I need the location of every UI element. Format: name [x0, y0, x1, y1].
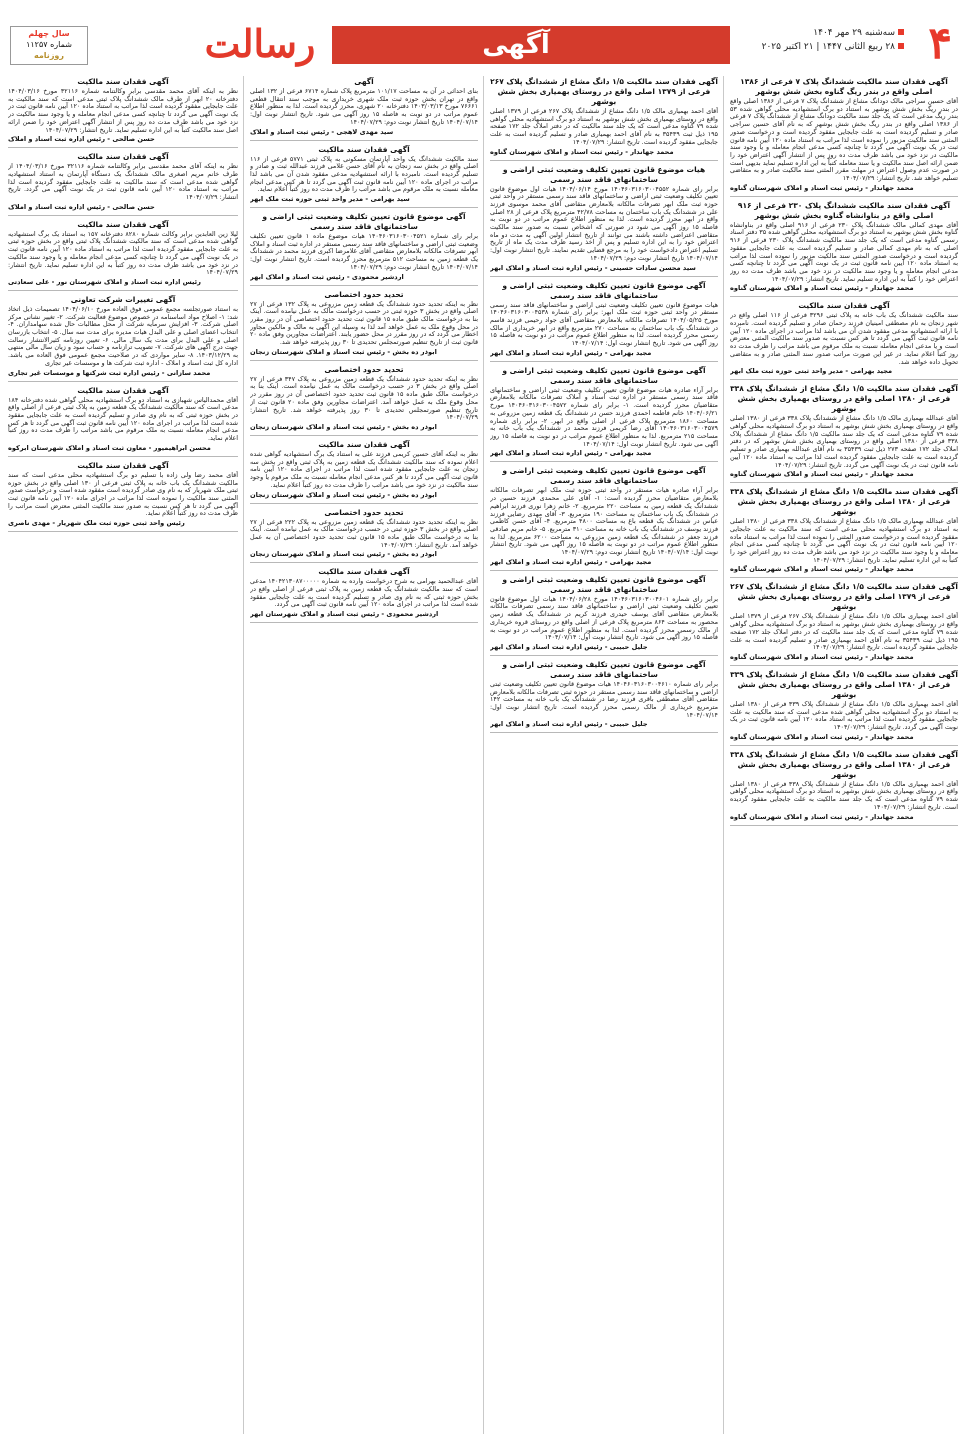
ad-body: نظر به اینکه تحدید حدود ششدانگ یک قطعه زمین مزروعی به پلاک ۱۳۲ فرعی از ۲۷ اصلی واقع در بخش ۳ حوزه ثبتی در حسب درخواست مالک به عمل نیامده است. اینک بنا به درخواست مالک طبق ماده ۱۵ قانون ثبت تحدید حدود اختصاصی آن در روز مقرر در محل وقوع ملک به عمل خواهد آمد لذا به وسیله این آگهی به مالک و مالکین مجاور اخطار می گردد که در روز مقرر در محل حضور یابند. اعتراضات مجاورین وفق ماده ۲۰ قانون ثبت از تاریخ تنظیم صورتمجلس تحدیدی تا ۳۰ روز پذیرفته خواهد شد.: [250, 299, 478, 347]
ad-title: آگهی: [354, 77, 374, 86]
ad-title: آگهی فقدان سند مالکیت ۱/۵ دانگ مشاع از ششدانگ پلاک ۳۳۸ فرعی از ۱۳۸۰ اصلی واقع در روستای بهمیاری بخش شش بوشهر: [730, 487, 958, 517]
date-line-1: سه‌شنبه ۲۹ مهر ۱۴۰۴: [762, 26, 904, 40]
ad-title: آگهی فقدان سند مالکیت: [77, 219, 169, 229]
ad-signature: ابوذر ده بخش - رئیس ثبت اسناد و املاک شهرستان زنجان: [250, 550, 437, 559]
ad-title: آگهی موضوع قانون تعیین تکلیف وضعیت ثبتی اراضی و ساختمانهای فاقد سند رسمی: [502, 574, 706, 594]
page-number: ۴: [928, 19, 952, 68]
ad-block: [250, 567, 478, 623]
ad-block: [8, 295, 238, 382]
ad-block: [8, 461, 238, 532]
ad-body: نظر به اینکه آقای محمد مقدسی برابر وکالتنامه شماره ۳۲۱۱۶ مورخ ۱۴۰۴/۰۳/۱۶ از طرف خانم مریم اصغری مالک ششدانگ یک دستگاه آپارتمان به استناد استشهادیه گواهی شده مدعی است که سند مالکیت به علت جابجایی مفقود گردیده است لذا مراتب به استناد ماده ۱۲۰ آیین نامه قانون ثبت در یک نوبت آگهی می گردد. تاریخ انتشار: ۱۴۰۴/۰۷/۲۹: [8, 162, 238, 202]
ad-body: آقای احمد بهمیاری مالک ۱/۵ دانگ مشاع از ششدانگ پلاک ۳۳۹ فرعی از ۱۳۸۰ اصلی به استناد دو برگ استشهادیه محلی گواهی شده مدعی است که سند مالکیت به علت جابجایی مفقود گردیده است لذا مراتب به استناد ماده ۱۲۰ آیین نامه قانون ثبت در یک نوبت آگهی می گردد. تاریخ انتشار: ۱۴۰۴/۰۷/۲۹: [730, 699, 958, 732]
ad-body: سند مالکیت ششدانگ یک باب خانه به پلاک ثبتی ۳۲۹۶ فرعی از ۱۱۶ اصلی واقع در شهر زنجان به نام مصطفی امینیان فرزند رحمان صادر و تسلیم گردیده است. نامبرده با ارائه استشهادیه مدعی مفقود شدن آن می باشد لذا مراتب در اجرای ماده ۱۲۰ آیین نامه قانون ثبت آگهی می گردد تا هر کس نسبت به صدور سند مالکیت المثنی معترض است و یا مدعی انجام معامله نسبت به ملک مرقوم می باشد مراتب را ظرف مدت ده روز کتباً اعلام نماید. در غیر این صورت مراتب صدور سند المثنی صادر و به متقاضی تحویل داده خواهد شد.: [730, 311, 958, 366]
ad-block: [250, 440, 478, 504]
ad-block: [730, 384, 958, 483]
ad-signature: محمد جهاندار - رئیس ثبت اسناد و املاک شهرستان گناوه: [730, 652, 914, 661]
ad-body: به استناد صورتجلسه مجمع عمومی فوق العاده مورخ ۱۴۰۴/۰۶/۱۰ تصمیمات ذیل اتخاذ شد: ۱- اصلاح مواد اساسنامه در خصوص موضوع فعالیت شرکت. ۲- تغییر نشانی مرکز اصلی شرکت. ۳- افزایش سرمایه شرکت از محل مطالبات حال شده سهامداران. ۴- انتخاب اعضای اصلی و علی البدل هیات مدیره برای مدت سه سال. ۵- انتخاب بازرسان اصلی و علی البدل برای مدت یک سال مالی. ۶- تعیین روزنامه کثیرالانتشار رسالت جهت درج آگهی های شرکت. ۷- تصویب ترازنامه و حساب سود و زیان سال مالی منتهی به ۱۴۰۳/۱۲/۲۹. ۸- سایر مواردی که در صلاحیت مجمع عمومی فوق العاده می باشد. اداره کل ثبت اسناد و املاک - اداره ثبت شرکت ها و موسسات غیر تجاری: [8, 304, 238, 367]
ad-body: ليلا زين العابدين برابر وكالت شماره ۸۲۸۰ دفترخانه ۱۵۷ به استناد یک برگ استشهادیه گواهی شده مدعی است که سند مالکیت ششدانگ پلاک ثبتی واقع در بخش حوزه ثبتی به علت جابجایی مفقود گردیده است لذا مراتب به استناد ماده ۱۲۰ آیین نامه قانون ثبت در یک نوبت آگهی می گردد تا چنانچه کسی مدعی انجام معامله و یا وجود سند مالکیت در نزد خود می باشد ظرف مدت ده روز کتباً به این اداره تسلیم نماید. تاریخ انتشار: ۱۴۰۴/۰۷/۲۹: [8, 229, 238, 277]
ad-title: آگهی موضوع قانون تعیین تکلیف وضعیت ثبتی اراضی و ساختمانهای فاقد سند رسمی: [502, 466, 706, 486]
issue-label: شماره ۱۱۲۵۷: [26, 40, 72, 49]
ad-block: [730, 77, 958, 197]
ad-signature: محمد جهاندار - رئیس ثبت اسناد و املاک شهرستان گناوه: [730, 812, 914, 821]
ad-title: آگهی فقدان سند مالکیت: [77, 152, 169, 162]
ad-title: آگهی تغییرات شرکت تعاونی: [70, 294, 176, 304]
ad-body: آقای عبدالله بهمیاری مالک ۱/۵ دانگ مشاع از ششدانگ پلاک ۳۳۸ فرعی از ۱۳۸۰ اصلی واقع در روستای بهمیاری بخش شش بوشهر به استناد دو برگ استشهادیه محلی گواهی شده ۷۹ گناوه مدعی است که یک جلد سند مالکیت ۱/۵ دانگ مشاع از ششدانگ پلاک ۳۳۸ فرعی از ۱۳۸۰ اصلی واقع در روستای بهمیاری بخش شش بوشهر که در دفتر املاک جلد ۱۷۲ صفحه ۲۷۳ ذیل ثبت ۳۵۴۳۹ به نام آقای عبدالله بهمیاری صادر و تسلیم گردیده است به علت جابجایی مفقود گردیده است لذا مراتب به استناد ماده ۱۲۰ آیین نامه قانون ثبت در یک نوبت آگهی می گردد. تاریخ انتشار: ۱۴۰۴/۰۷/۲۹: [730, 414, 958, 469]
ad-body: برابر رای شماره ۱۴۰۴۶۰۳۱۶۰۳۰۰۴۵۵۲ مورخ ۱۴۰۴/۰۶/۱۴ هیات اول موضوع قانون تعیین تکلیف وضعیت ثبتی اراضی و ساختمانهای فاقد سند رسمی مستقر در واحد ثبتی حوزه ثبت ملک ابهر تصرفات مالکانه بلامعارض متقاضی آقای محمد موسوی فرزند علی در ششدانگ یک باب ساختمان به مساحت ۴۲/۷۸ مترمربع پلاک فرعی از ۲۸ اصلی واقع در ابهر محرز گردیده است. لذا به منظور اطلاع عموم مراتب در دو نوبت به فاصله ۱۵ روز آگهی می شود در صورتی که اشخاص نسبت به صدور سند مالکیت متقاضی اعتراضی داشته باشند می توانند از تاریخ انتشار اولین آگهی به مدت دو ماه اعتراض خود را به این اداره تسلیم و پس از اخذ رسید ظرف مدت یک ماه از تاریخ تسلیم اعتراض دادخواست خود را به مرجع قضایی تقدیم نمایند. تاریخ انتشار نوبت اول: ۱۴۰۴/۰۷/۱۴ تاریخ انتشار نوبت دوم: ۱۴۰۴/۰۷/۲۹: [490, 184, 718, 262]
ad-body: برابر رای شماره ۱۴۰۴۶۰۳۱۶۰۳۰۰۴۶۱۰ هیات موضوع قانون تعیین تکلیف وضعیت ثبتی اراضی و ساختمانهای فاقد سند رسمی مستقر در حوزه ثبتی تصرفات مالکانه بلامعارض متقاضی آقای مصطفی باقری فرزند رضا در ششدانگ یک باب خانه به مساحت ۱۴۲ مترمربع خریداری از مالک رسمی محرز گردیده است. تاریخ انتشار نوبت اول: ۱۴۰۴/۰۷/۱۴: [490, 679, 718, 719]
ad-signature: محمد جهاندار - رئیس ثبت اسناد و املاک شهرستان گناوه: [730, 284, 914, 293]
ad-body: هیات موضوع قانون تعیین تکلیف وضعیت ثبتی اراضی و ساختمانهای فاقد سند رسمی مستقر در واحد ثبتی حوزه ثبت ملک ابهر: برابر رای شماره ۱۴۰۴۶۰۳۱۶۰۳۰۰۴۵۳۸ مورخ ۱۴۰۴/۰۵/۲۵ تصرفات مالکانه بلامعارض متقاضی آقای جواد رحیمی فرزند قاسم در ششدانگ یک باب ساختمان به مساحت ۲۷۰ مترمربع واقع در ابهر خریداری از مالک رسمی محرز گردیده است. لذا به منظور اطلاع عموم مراتب در دو نوبت به فاصله ۱۵ روز آگهی می شود. تاریخ انتشار نوبت اول: ۱۴۰۴/۰۷/۱۴: [490, 300, 718, 348]
ad-title: آگهی فقدان سند مالکیت ۱/۵ دانگ مشاع از ششدانگ پلاک ۳۳۸ فرعی از ۱۳۸۰ اصلی واقع در روستای بهمیاری بخش شش بوشهر: [730, 384, 958, 414]
ad-block: [730, 487, 958, 578]
ad-title: آگهی فقدان سند مالکیت: [77, 460, 169, 470]
ad-signature: مجید بهرامی - مدیر واحد ثبتی حوزه ثبت ملک ابهر: [730, 367, 893, 376]
ad-body: نظر به اینکه تحدید حدود ششدانگ یک قطعه زمین مزروعی به پلاک ۲۲۲ فرعی از ۲۷ اصلی واقع در بخش ۳ حوزه ثبتی در حسب درخواست مالک به عمل نیامده است. اینک بنا به درخواست مالک طبق ماده ۱۵ قانون ثبت تحدید حدود اختصاصی آن به عمل خواهد آمد. تاریخ انتشار: ۱۴۰۴/۰۷/۲۹: [250, 517, 478, 549]
ad-title: آگهی فقدان سند مالکیت ۱/۵ دانگ مشاع از ششدانگ پلاک ۳۳۸ فرعی از ۱۳۸۰ اصلی واقع در روستای بهمیاری بخش شش بوشهر: [730, 749, 958, 779]
ad-body: آقای احمد بهمیاری مالک ۱/۵ دانگ مشاع از ششدانگ پلاک ۲۶۷ فرعی از ۱۳۷۹ اصلی واقع در روستای بهمیاری بخش شش بوشهر به استناد دو برگ استشهادیه محلی گواهی شده ۷۹ گناوه مدعی است که یک جلد سند مالکیت که در دفتر املاک جلد ۱۷۲ صفحه ۱۹۵ ذیل ثبت ۳۵۴۳۹ به نام آقای احمد بهمیاری صادر و تسلیم گردیده است به علت جابجایی مفقود گردیده است. تاریخ انتشار: ۱۴۰۴/۰۷/۲۹: [490, 107, 718, 146]
ad-signature: محمد سازانی - رئیس اداره ثبت شرکتها و موسسات غیر تجاری: [8, 368, 211, 377]
ad-signature: ابوذر ده بخش - رئیس ثبت اسناد و املاک شهرستان زنجان: [250, 422, 437, 431]
year-label: سال چهلم: [28, 29, 70, 38]
ad-signature: محسن ابراهیمیور - معاون ثبت اسناد و املاک شهرستان ابرکوه: [8, 443, 211, 452]
ad-block: [490, 77, 718, 161]
ad-signature: مجید بهرامی - رئیس اداره ثبت اسناد و املاک ابهر: [490, 449, 652, 458]
ad-title: آگهی فقدان سند مالکیت: [77, 385, 169, 395]
ad-body: آقای احمد بهمیاری مالک ۱/۵ دانگ مشاع از ششدانگ پلاک ۳۳۸ فرعی از ۱۳۸۰ اصلی واقع در روستای بهمیاری بخش شش بوشهر به استناد دو برگ استشهادیه محلی گواهی شده ۷۹ گناوه مدعی است که یک جلد سند مالکیت به علت جابجایی مفقود گردیده است. تاریخ انتشار: ۱۴۰۴/۰۷/۲۹: [730, 779, 958, 811]
ad-signature: سید محسن سادات حسینی - رئیس اداره ثبت اسناد و املاک ابهر: [490, 263, 696, 272]
ad-block: [730, 301, 958, 380]
ad-title: آگهی فقدان سند مالکیت: [77, 77, 169, 86]
ad-body: برابر آراء صادره هیات موضوع قانون تعیین تکلیف وضعیت ثبتی اراضی و ساختمانهای فاقد سند رسمی مستقر در اداره ثبت اسناد و املاک تصرفات مالکانه بلامعارض متقاضیان محرز گردیده است. ۱- برابر رای شماره ۱۴۰۴۶۰۳۱۶۰۳۰۰۴۵۷۲ مورخ ۱۴۰۴/۰۶/۲۱ خانم فاطمه احمدی فرزند حسن در ششدانگ یک قطعه زمین مزروعی به مساحت ۱۸۶۰ مترمربع پلاک فرعی از اصلی واقع در ابهر. ۲- برابر رای شماره ۱۴۰۴۶۰۳۱۶۰۳۰۰۴۵۷۹ آقای رضا کریمی فرزند محمد در ششدانگ یک باب خانه به مساحت ۲۱۵ مترمربع. لذا به منظور اطلاع عموم مراتب در دو نوبت به فاصله ۱۵ روز آگهی می شود. تاریخ انتشار نوبت اول: ۱۴۰۴/۰۷/۱۴: [490, 385, 718, 448]
ad-title: آگهی فقدان سند مالکیت ۱/۵ دانگ مشاع از ششدانگ پلاک ۲۶۷ فرعی از ۱۳۷۹ اصلی واقع در روستای بهمیاری بخش شش بوشهر: [730, 582, 958, 612]
ad-title: تحدید حدود اختصاصی: [324, 289, 404, 299]
ad-signature: محمد جهاندار - رئیس ثبت اسناد و املاک شهرستان گناوه: [730, 732, 914, 741]
ad-signature: جلیل حبیبی - رئیس اداره ثبت اسناد و املاک ابهر: [490, 642, 648, 651]
ad-block: [250, 365, 478, 436]
ad-title: آگهی فقدان سند مالکیت ششدانگ پلاک ۲۳۰ فرعی از ۹۱۶ اصلی واقع در بناوانشاه گناوه بخش شش بوشهر: [737, 200, 951, 220]
ad-title: آگهی فقدان سند مالکیت: [318, 144, 410, 154]
ad-title: آگهی فقدان سند مالکیت: [318, 567, 410, 577]
ad-block: [490, 660, 718, 734]
ad-title: آگهی موضوع قانون تعیین تکلیف وضعیت ثبتی اراضی و ساختمانهای فاقد سند رسمی: [262, 212, 466, 232]
ad-signature: محمد جهاندار - رئیس ثبت اسناد و املاک شهرستان گناوه: [730, 470, 914, 479]
small-logo: روزنامه: [34, 51, 64, 60]
ad-title: تحدید حدود اختصاصی: [324, 364, 404, 374]
ad-block: [250, 212, 478, 286]
ad-block: [730, 582, 958, 666]
column-divider: [723, 76, 724, 1434]
ad-body: برابر رای شماره ۱۴۰۴۶۰۳۱۶۰۳۰۰۴۵۲۱ هیات موضوع ماده ۱ قانون تعیین تکلیف وضعیت ثبتی اراضی و ساختمانهای فاقد سند رسمی مستقر در اداره ثبت اسناد و املاک ابهر تصرفات مالکانه بلامعارض متقاضی آقای غلامرضا اکبری فرزند محمد در ششدانگ یک قطعه زمین به مساحت ۵۱۲ مترمربع محرز گردیده است. تاریخ انتشار نوبت اول: ۱۴۰۴/۰۷/۱۴ تاریخ انتشار نوبت دوم: ۱۴۰۴/۰۷/۲۹: [250, 232, 478, 271]
ad-title: تحدید حدود اختصاصی: [324, 507, 404, 517]
ad-block: [8, 77, 238, 148]
ad-block: [8, 386, 238, 457]
ad-signature: محمد جهاندار - رئیس ثبت اسناد و املاک شهرستان گناوه: [730, 565, 914, 574]
ad-signature: رئیس واحد ثبتی حوزه ثبت ملک شهریار - مهدی ناصری: [8, 519, 185, 528]
column-divider: [243, 76, 244, 1434]
ad-column-1: [730, 76, 958, 1434]
ad-signature: ابوذر ده بخش - رئیس ثبت اسناد و املاک شهرستان زنجان: [250, 490, 437, 499]
ad-body: آقای عبدالله بهمیاری مالک ۱/۵ دانگ مشاع از ششدانگ پلاک ۳۳۸ فرعی از ۱۳۸۰ اصلی به استناد دو برگ استشهادیه محلی مدعی است که سند مالکیت به علت جابجایی مفقود گردیده است و درخواست صدور المثنی را نموده است لذا مراتب به استناد ماده ۱۲۰ آیین نامه قانون ثبت در یک نوبت آگهی می گردد تا چنانچه کسی مدعی انجام معامله و یا وجود سند مالکیت در نزد خود می باشد ظرف مدت ده روز اعتراض خود را کتباً به این اداره تسلیم نماید. تاریخ انتشار: ۱۴۰۴/۰۷/۲۹: [730, 517, 958, 564]
column-divider: [483, 76, 484, 1434]
ad-block: [8, 220, 238, 291]
newspaper-logo: رسالت: [204, 21, 316, 66]
ad-body: آقای محمدالیاس شهبازی به استناد دو برگ استشهادیه محلی گواهی شده دفترخانه ۱۸۴ مدعی است که سند مالکیت ششدانگ یک قطعه زمین به پلاک ثبتی فرعی از اصلی واقع در بخش حوزه ثبتی که به نام وی صادر و تسلیم گردیده است به علت جابجایی مفقود شده است لذا مراتب در اجرای ماده ۱۲۰ آیین نامه قانون ثبت آگهی می گردد تا هر کس مدعی انجام معامله نسبت به ملک مرقوم می باشد مراتب را ظرف مدت ده روز کتباً اعلام نماید.: [8, 395, 238, 443]
ad-body: نظر به اینکه آقای حسین کریمی فرزند علی به استناد یک برگ استشهادیه گواهی شده اعلام نموده که سند مالکیت ششدانگ یک قطعه زمین به پلاک ثبتی واقع در بخش سه زنجان به علت جابجایی مفقود شده است لذا مراتب در اجرای ماده ۱۲۰ آیین نامه قانون ثبت آگهی می گردد تا هر کس مدعی انجام معامله نسبت به ملک مرقوم یا وجود سند مالکیت در نزد خود می باشد مراتب را ظرف مدت ده روز کتباً اعلام نماید.: [250, 449, 478, 489]
ad-body: آقای مهدی کمالی مالک ششدانگ پلاک ۲۳۰ فرعی از ۹۱۶ اصلی واقع در بناوانشاه گناوه بخش شش بوشهر به استناد دو برگ استشهادیه محلی گواهی شده ۳۵ دفتر اسناد رسمی گناوه مدعی است که یک جلد سند مالکیت ششدانگ پلاک ۲۳۰ فرعی از ۹۱۶ اصلی که به نام مهدی کمالی صادر و تسلیم گردیده است به علت جابجایی مفقود گردیده است و درخواست صدور المثنی سند مالکیت مزبور را نموده است لذا مراتب به استناد ماده ۱۲۰ آیین نامه قانون ثبت در یک نوبت آگهی می گردد تا چنانچه کسی مدعی انجام معامله و یا وجود سند مالکیت در نزد خود می باشد ظرف مدت ده روز اعتراض خود را کتباً به این اداره تسلیم نماید. تاریخ انتشار: ۱۴۰۴/۰۷/۲۹: [730, 220, 958, 283]
ad-title: آگهی فقدان سند مالکیت ۱/۵ دانگ مشاع از ششدانگ پلاک ۲۶۷ فرعی از ۱۳۷۹ اصلی واقع در روستای بهمیاری بخش شش بوشهر: [490, 77, 718, 106]
ad-signature: مجید بهرامی - رئیس اداره ثبت اسناد و املاک ابهر: [490, 557, 652, 566]
ad-title: آگهی موضوع قانون تعیین تکلیف وضعیت ثبتی اراضی و ساختمانهای فاقد سند رسمی: [502, 659, 706, 679]
ad-body: آقای عبدالحمید بهرامی به شرح درخواست وارده به شماره ۱۴۰۴۲۱۳۰۸۷۰۰۰۰۰ مدعی است که سند مالکیت ششدانگ یک قطعه زمین به پلاک ثبتی فرعی از اصلی واقع در بخش حوزه ثبتی که به نام وی صادر و تسلیم گردیده است به علت جابجایی مفقود شده است لذا مراتب در اجرای ماده ۱۲۰ آیین نامه قانون ثبت آگهی می گردد.: [250, 577, 478, 609]
ad-column-3: [250, 76, 478, 1434]
ad-block: [250, 77, 478, 141]
ad-block: [730, 670, 958, 746]
ad-signature: ابوذر ده بخش - رئیس ثبت اسناد و املاک شهرستان زنجان: [250, 347, 437, 356]
ad-title: هیات موضوع قانون تعیین تکلیف وضعیت ثبتی اراضی و ساختمانهای فاقد سند رسمی: [502, 164, 706, 184]
ad-block: [490, 575, 718, 656]
ad-signature: محمد جهاندار - رئیس ثبت اسناد و املاک شهرستان گناوه: [730, 183, 914, 192]
ad-block: [490, 366, 718, 463]
ad-body: آقای احمد بهمیاری مالک ۱/۵ دانگ مشاع از ششدانگ پلاک ۲۶۷ فرعی از ۱۳۷۹ اصلی واقع در روستای بهمیاری بخش شش بوشهر به استناد دو برگ استشهادیه محلی گواهی شده ۷۹ گناوه مدعی است که یک جلد سند مالکیت که در دفتر املاک جلد ۱۷۲ صفحه ۱۹۵ ذیل ثبت ۳۵۴۳۹ به نام آقای احمد بهمیاری صادر و تسلیم گردیده است به علت جابجایی مفقود گردیده است. تاریخ انتشار: ۱۴۰۴/۰۷/۲۹: [730, 612, 958, 652]
ad-body: بنای احداثی در آن به مساحت ۱۰۱/۱۷ مترمربع پلاک شماره ۶۷۱۴ فرعی از ۱۳۲ اصلی واقع در تهران بخش حوزه ثبت ملک شهری خریداری به موجب سند انتقال قطعی ۷۶۶۶۱ مورخ ۱۴۰۳/۰۳/۱۳ دفترخانه ۲۰ شهری، محرز گردیده است. لذا به منظور اطلاع عموم مراتب در دو نوبت به فاصله ۱۵ روز آگهی می شود. تاریخ انتشار نوبت اول: ۱۴۰۴/۰۷/۱۴ تاریخ انتشار نوبت دوم: ۱۴۰۴/۰۷/۲۹: [250, 87, 478, 126]
ad-signature: حسن صالحی - رئیس اداره ثبت اسناد و املاک: [8, 135, 155, 144]
ad-title: آگهی فقدان سند مالکیت ششدانگ پلاک ۷ فرعی از ۱۳۸۶ اصلی واقع در بندر ریگ گناوه بخش شش بوشهر: [740, 77, 948, 96]
ad-signature: اردشیر محمودی - رئیس ثبت اسناد و املاک شهرستان ابهر: [250, 610, 439, 619]
ad-block: [250, 290, 478, 361]
issue-info-box: [10, 26, 88, 65]
section-title: آگهی: [482, 30, 550, 60]
ad-body: آقای حسین سراجی مالک دودانگ مشاع از ششدانگ پلاک ۷ فرعی از ۱۳۸۶ اصلی واقع در بندر ریگ بخش شش بوشهر به استناد دو برگ استشهادیه محلی گواهی شده ۵۳ بندر ریگ مدعی است که یک جلد سند مالکیت دودانگ مشاع از ششدانگ پلاک ۷ فرعی از ۱۳۸۶ اصلی واقع در بندر ریگ بخش شش بوشهر که به نام آقای حسین سراجی صادر و تسلیم گردیده است به علت جابجایی مفقود گردیده است و درخواست صدور المثنی سند مالکیت مزبور را نموده است لذا مراتب به استناد ماده ۱۲۰ آیین نامه قانون ثبت در یک نوبت آگهی می گردد تا چنانچه کسی مدعی انجام معامله و یا وجود سند مالکیت در نزد خود می باشد ظرف مدت ده روز پس از انتشار آگهی اعتراض خود را ضمن ارائه اصل سند مالکیت و یا سند معامله کتباً به این اداره تسلیم نماید بدیهی است در صورت عدم وصول اعتراض در مهلت مقرر المثنی سند مالکیت صادر و به متقاضی تسلیم خواهد شد. تاریخ انتشار: ۱۴۰۴/۰۷/۲۹: [730, 97, 958, 183]
ad-signature: مجید بهرامی - رئیس اداره ثبت اسناد و املاک ابهر: [490, 348, 652, 357]
ad-block: [490, 466, 718, 570]
ads-columns: [8, 76, 958, 1434]
ad-signature: سید بهرامی - مدیر واحد ثبتی حوزه ثبت ملک ابهر: [250, 195, 410, 204]
ad-body: آقای محمد رضا ولی زاده با تسلیم دو برگ استشهادیه محلی مدعی است که سند مالکیت ششدانگ یک باب خانه به پلاک ثبتی فرعی از ۱۳۰ اصلی واقع در بخش حوزه ثبتی ملک شهریار که به نام وی صادر گردیده است مفقود شده است و درخواست صدور المثنی سند مالکیت را نموده است لذا مراتب در اجرای ماده ۱۲۰ آیین نامه قانون ثبت آگهی می گردد تا هر کس نسبت به صدور سند مالکیت المثنی معترض است مراتب را ظرف مدت ده روز کتباً اعلام نماید.: [8, 470, 238, 518]
ad-block: [730, 201, 958, 298]
ad-column-4: [8, 76, 238, 1434]
ad-signature: اردشیر محمودی - رئیس ثبت اسناد و املاک ابهر: [250, 272, 404, 281]
ad-body: برابر آراء صادره هیات مستقر در واحد ثبتی حوزه ثبت ملک ابهر تصرفات مالکانه بلامعارض متقاضیان محرز گردیده است: ۱- آقای علی محمدی فرزند حسین در ششدانگ یک قطعه زمین به مساحت ۲۲۰ مترمربع. ۲- خانم زهرا نوری فرزند ابراهیم در ششدانگ یک باب ساختمان به مساحت ۱۹۰ مترمربع. ۳- آقای مهدی رضایی فرزند عباس در ششدانگ یک قطعه باغ به مساحت ۴۸۰۰ مترمربع. ۴- آقای حسن کاظمی فرزند یوسف در ششدانگ یک باب خانه به مساحت ۳۱۰ مترمربع. ۵- خانم مریم صادقی فرزند جعفر در ششدانگ یک قطعه زمین مزروعی به مساحت ۶۲۰۰ مترمربع. لذا به منظور اطلاع عموم مراتب در دو نوبت به فاصله ۱۵ روز آگهی می شود. تاریخ انتشار نوبت اول: ۱۴۰۴/۰۷/۱۴ تاریخ انتشار نوبت دوم: ۱۴۰۴/۰۷/۲۹: [490, 486, 718, 557]
ad-signature: حسن صالحی - رئیس اداره ثبت اسناد و املاک: [8, 202, 155, 211]
ad-block: [250, 508, 478, 564]
ad-signature: جلیل حبیبی - رئیس اداره ثبت اسناد و املاک ابهر: [490, 720, 648, 729]
bullet-square-icon: [898, 43, 904, 49]
ad-title: آگهی موضوع قانون تعیین تکلیف وضعیت ثبتی اراضی و ساختمانهای فاقد سند رسمی: [502, 365, 706, 385]
ad-title: آگهی فقدان سند مالکیت: [798, 301, 890, 311]
ad-column-2: [490, 76, 718, 1434]
ad-body: سند مالکیت ششدانگ یک واحد آپارتمان مسکونی به پلاک ثبتی ۵۷۷۱ فرعی از ۱۱۶ اصلی واقع در بخش سه زنجان به نام آقای حسن غلامی فرزند عبدالله ثبت و صادر و تسلیم گردیده است. نامبرده با ارائه استشهادیه مدعی مفقود شدن آن می باشد لذا مراتب در اجرای ماده ۱۲۰ آیین نامه قانون ثبت آگهی می گردد تا هر کس مدعی انجام معامله نسبت به ملک مرقوم می باشد مراتب را ظرف مدت ده روز کتباً اعلام نماید.: [250, 154, 478, 194]
page-header: [0, 20, 966, 70]
ad-title: آگهی فقدان سند مالکیت: [318, 439, 410, 449]
ad-block: [8, 152, 238, 216]
ad-block: [490, 165, 718, 277]
date-line-2: ۲۸ ربیع الثانی ۱۴۴۷ | ۲۱ اکتبر ۲۰۲۵: [762, 40, 904, 54]
ad-signature: سید مهدی لاهجی - رئیس ثبت اسناد و املاک: [250, 127, 394, 136]
ad-block: [730, 750, 958, 826]
ad-body: برابر رای شماره ۱۴۰۴۶۰۳۱۶۰۳۰۰۴۶۰۱ مورخ ۱۴۰۴/۰۶/۲۸ هیات اول موضوع قانون تعیین تکلیف وضعیت ثبتی اراضی و ساختمانهای فاقد سند رسمی تصرفات مالکانه بلامعارض متقاضی آقای یوسف حیدری فرزند کریم در ششدانگ یک قطعه زمین محصور به مساحت ۸۶۴ مترمربع پلاک فرعی از اصلی واقع در روستای قروه خریداری از مالک رسمی محرز گردیده است. لذا به منظور اطلاع عموم مراتب در دو نوبت به فاصله ۱۵ روز آگهی می شود. تاریخ انتشار نوبت اول: ۱۴۰۴/۰۷/۱۴: [490, 594, 718, 642]
ad-title: آگهی فقدان سند مالکیت ۱/۵ دانگ مشاع از ششدانگ پلاک ۳۳۹ فرعی از ۱۳۸۰ اصلی واقع در روستای بهمیاری بخش شش بوشهر: [730, 669, 958, 699]
ad-title: آگهی موضوع قانون تعیین تکلیف وضعیت ثبتی اراضی و ساختمانهای فاقد سند رسمی: [502, 280, 706, 300]
ad-body: نظر به اینکه تحدید حدود ششدانگ یک قطعه زمین مزروعی به پلاک ۳۴۷ فرعی از ۲۷ اصلی واقع در بخش ۳ در حسب درخواست مالک به عمل نیامده است. اینک بنا به درخواست مالک طبق ماده ۱۵ قانون ثبت تحدید حدود اختصاصی آن در روز مقرر در محل وقوع ملک به عمل خواهد آمد. اعتراضات مجاورین وفق ماده ۲۰ قانون ثبت از تاریخ تنظیم صورتمجلس تحدیدی تا ۳۰ روز پذیرفته خواهد شد. تاریخ انتشار: ۱۴۰۴/۰۷/۲۹: [250, 374, 478, 422]
ad-body: نظر به اینکه آقای محمد مقدسی برابر وکالتنامه شماره ۳۲۱۱۶ مورخ ۱۴۰۴/۰۳/۱۶ دفترخانه ۲۰ ابهر از طرف مالک ششدانگ پلاک ثبتی مدعی است که سند مالکیت به علت جابجایی مفقود گردیده است لذا مراتب به استناد ماده ۱۲۰ آیین نامه قانون ثبت در یک نوبت آگهی می گردد تا چنانچه کسی مدعی انجام معامله و یا وجود سند مالکیت در نزد خود می باشد ظرف مدت ده روز پس از انتشار آگهی اعتراض خود را ضمن ارائه اصل سند مالکیت کتباً به این اداره تسلیم نماید. تاریخ انتشار: ۱۴۰۴/۰۷/۲۹: [8, 87, 238, 134]
ad-block: [490, 281, 718, 362]
ad-block: [250, 145, 478, 209]
bullet-square-icon: [898, 29, 904, 35]
date-block: [762, 26, 904, 54]
ad-signature: رئیس اداره ثبت اسناد و املاک شهرستان نور - علی سعادتی: [8, 277, 201, 286]
ad-signature: محمد جهاندار - رئیس ثبت اسناد و املاک شهرستان گناوه: [490, 147, 674, 156]
